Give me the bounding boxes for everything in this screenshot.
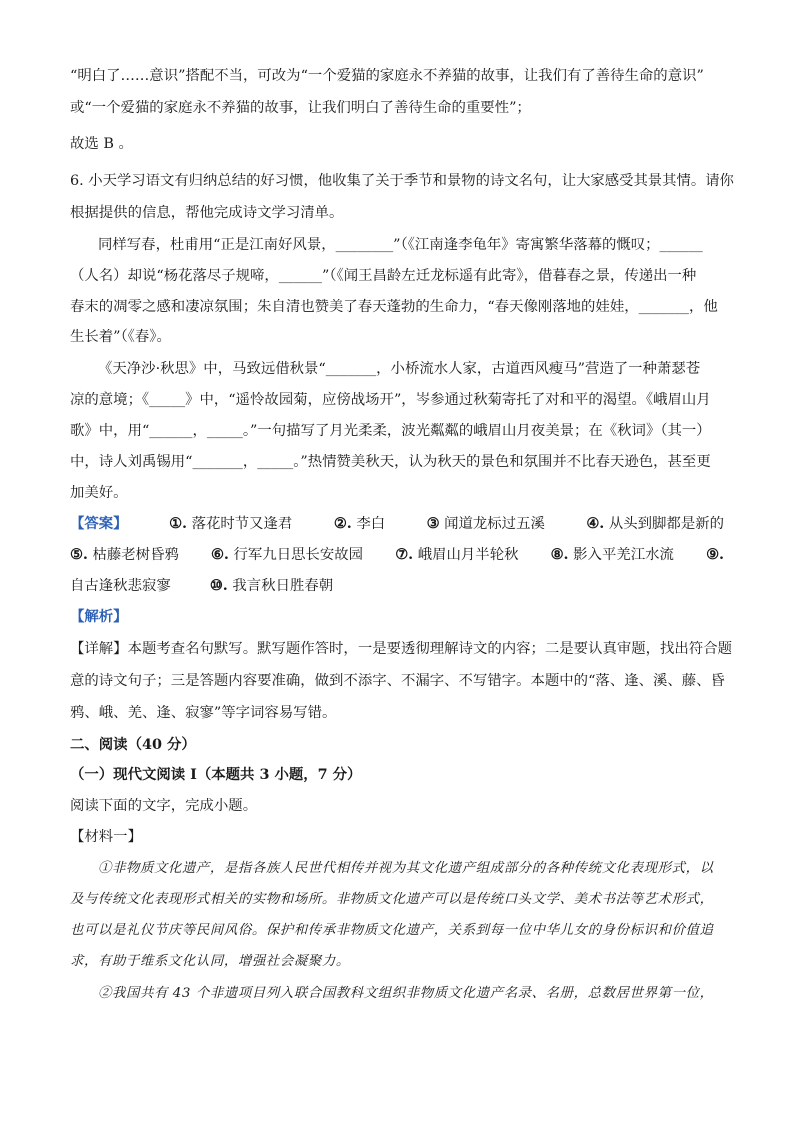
answer-item: ③ 闻道龙标过五溪: [426, 515, 545, 532]
detail-line: 意的诗文句子；三是答题内容要准确，做到不添字、不漏字、不写错字。本题中的“落、逢、溪、藤、昏: [70, 673, 725, 689]
answer-item: ⑩. 我言秋日胜春朝: [209, 577, 334, 594]
paragraph-line: （人名）却说“杨花落尽子规啼，______”（《闻王昌龄左迁龙标遥有此寄》，借暮春之景，传递出一种: [70, 268, 697, 284]
paragraph-line: 春末的凋零之感和凄凉氛围；朱自清也赞美了春天蓬勃的生命力，“春天像刚落地的娃娃，_______，他: [70, 299, 718, 315]
answer-item: ①. 落花时节又逢君: [169, 515, 293, 532]
question-6-line: 根据提供的信息，帮他完成诗文学习清单。: [70, 205, 344, 221]
answer-row: [70, 545, 724, 565]
material-line: 也可以是礼仪节庆等民间风俗。保护和传承非物质文化遗产，关系到每一位中华儿女的身份标识和价值追: [70, 923, 714, 938]
subsection-heading: （一）现代文阅读 I（本题共 3 小题，7 分）: [70, 766, 362, 783]
material-label: 【材料一】: [70, 829, 142, 845]
paragraph-line: 歌》中，用“______，_____。”一句描写了月光柔柔，波光粼粼的峨眉山月夜美景；在《秋词》（其一）: [70, 423, 711, 439]
text-line: 故选 B 。: [70, 136, 133, 152]
detail-line: 【详解】本题考查名句默写。默写题作答时，一是要透彻理解诗文的内容；二是要认真审题，找出符合题: [70, 641, 732, 657]
answer-label: 【答案】: [70, 515, 128, 532]
material-line: 及与传统文化表现形式相关的实物和场所。非物质文化遗产可以是传统口头文学、美术书法等艺术形式，: [70, 892, 714, 907]
answer-item: ⑤. 枯藤老树昏鸦: [70, 546, 179, 563]
text-line: “明白了……意识”搭配不当，可改为“一个爱猫的家庭永不养猫的故事，让我们有了善待生命的意识”: [70, 68, 704, 84]
paragraph-line: 加美好。: [70, 485, 128, 501]
detail-line: 鸦、峨、羌、逢、寂寥”等字词容易写错。: [70, 705, 337, 721]
paragraph-line: 《天净沙·秋思》中，马致远借秋景“_______，小桥流水人家，古道西风瘦马”营造了一种萧瑟苍: [98, 361, 701, 377]
section-heading: 二、阅读（40 分）: [70, 736, 196, 753]
answer-item: ⑥. 行军九日思长安故园: [211, 546, 364, 563]
material-line: ②我国共有 43 个非遗项目列入联合国教科文组织非物质文化遗产名录、名册，总数居世界第一位，: [98, 986, 714, 1001]
paragraph-line: 凉的意境；《_____》中，“遥怜故园菊，应傍战场开”，岑参通过秋菊寄托了对和平的渴望。《峨眉山月: [70, 392, 711, 408]
material-line: 求，有助于维系文化认同，增强社会凝聚力。: [70, 954, 350, 969]
question-6-line: 6. 小天学习语文有归纳总结的好习惯，他收集了关于季节和景物的诗文名句，让大家感受其景其情。请你: [70, 173, 734, 189]
answer-item: 自古逢秋悲寂寥: [70, 578, 171, 594]
material-line: ①非物质文化遗产，是指各族人民世代相传并视为其文化遗产组成部分的各种传统文化表现形式，以: [98, 861, 714, 876]
answer-item: ⑧. 影入平羌江水流: [550, 546, 674, 563]
instruction-line: 阅读下面的文字，完成小题。: [70, 798, 258, 814]
answer-row: [70, 514, 724, 534]
answer-row: [70, 576, 333, 596]
paragraph-line: 同样写春，杜甫用“正是江南好风景，________”（《江南逢李龟年》寄寓繁华落幕的慨叹；______: [98, 237, 703, 253]
answer-number: ⑨.: [706, 546, 724, 563]
answer-item: ④. 从头到脚都是新的: [586, 515, 724, 532]
answer-item: ⑦. 峨眉山月半轮秋: [395, 546, 519, 563]
paragraph-line: 中，诗人刘禹锡用“_______，_____。”热情赞美秋天，认为秋天的景色和氛围并不比春天逊色，甚至更: [70, 454, 711, 470]
analysis-label: 【解析】: [70, 608, 128, 625]
answer-item: ②. 李白: [333, 515, 386, 532]
paragraph-line: 生长着”（《春》。: [70, 329, 171, 345]
text-line: 或“一个爱猫的家庭永不养猫的故事，让我们明白了善待生命的重要性”；: [70, 100, 531, 116]
